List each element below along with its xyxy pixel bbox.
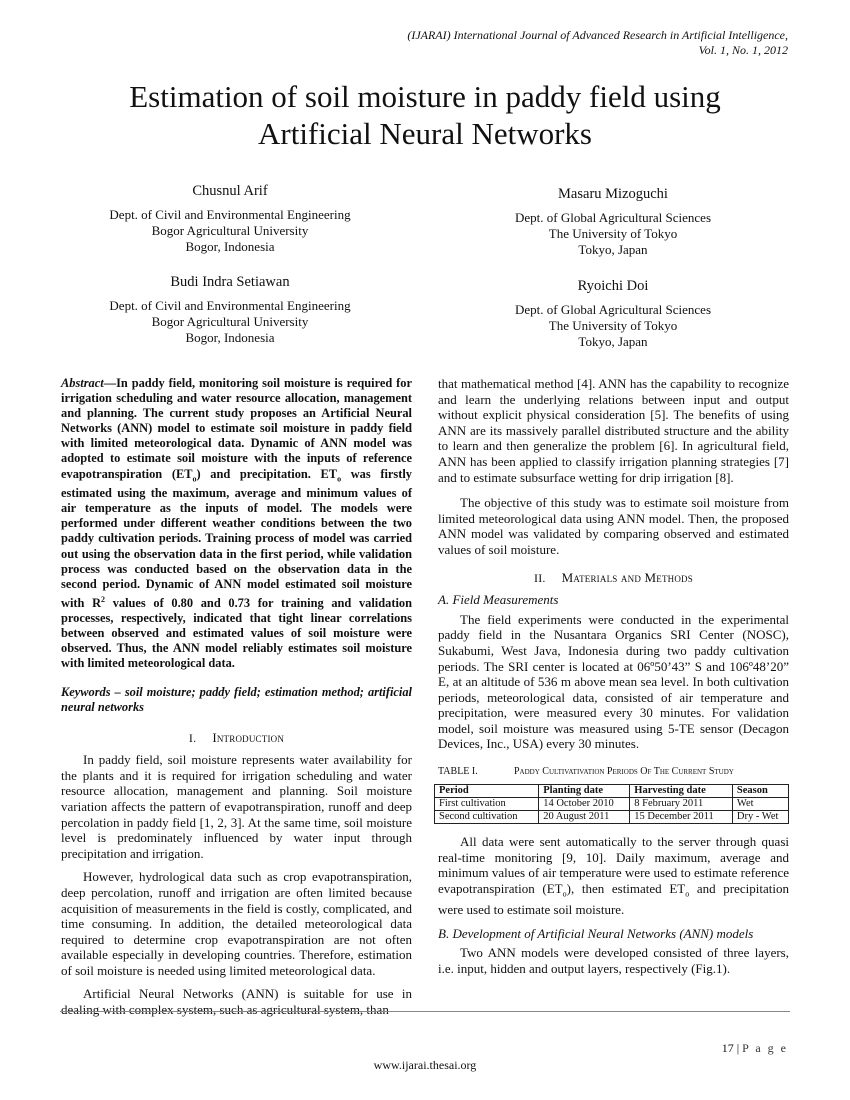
table-cell: 14 October 2010 [539,798,630,811]
table-cell: Dry - Wet [732,811,788,824]
abstract-text-3: was firstly estimated using the maximum, average and minimum values of air temperature as the inputs of model. The models were performed under different weather conditions between the two paddy cultivation periods. Training process of model was carried out using the observation data in the first period, while validation process was conducted based on the observation data in the second period. Dynamic of ANN model estimated soil moisture with R [61,466,412,610]
author-2 [478,186,748,258]
abstract-text-1: In paddy field, monitoring soil moisture is required for irrigation scheduling and water resource allocation, management and planning. The current study proposes an Artificial Neural Networks (ANN) model to estimate soil moisture in paddy field with limited meteorological data. Dynamic of ANN model was adopted to estimate soil moisture with the inputs of reference evapotranspiration (ET [61,376,412,481]
page-word: P a g e [742,1041,788,1055]
intro-paragraph-1: In paddy field, soil moisture represents water availability for the plants and it is required for irrigation scheduling and water resource allocation, management and planning. Soil moisture variation affects the pattern of evapotranspiration, runoff and deep percolation in paddy field [1, 2, 3]. At the same time, soil moisture level is predominately influenced by water input through precipitation and irrigation. [61,752,412,861]
right-column [438,376,789,976]
page-separator: | [736,1041,740,1055]
journal-header [268,28,788,58]
subsection-ann-development: B. Development of Artificial Neural Networks (ANN) models [438,925,754,941]
cultivation-table [434,784,789,824]
author-dept: Dept. of Global Agricultural Sciences [514,210,712,225]
author-place: Bogor, Indonesia [185,239,275,254]
abstract [61,376,412,671]
table-header-row [435,785,789,798]
table-row [435,798,789,811]
abstract-sup: 2 [101,594,106,604]
table-label: TABLE I. [438,766,478,778]
abstract-sub-2: o [337,474,342,484]
abstract-sub-1: o [192,474,197,484]
abstract-lead: Abstract [61,376,104,390]
journal-website: www.ijarai.thesai.org [373,1058,477,1072]
paragraph-text-1: All data were sent automatically to the server through quasi real-time monitoring [9, 10]. Daily maximum, average and minimum values of air temperature were used to estimate reference evapotranspiration (ET [438,834,789,896]
intro-paragraph-3: Artificial Neural Networks (ANN) is suitable for use in dealing with complex system, such as agricultural system, than [61,986,412,1018]
page-number-value: 17 [721,1041,734,1055]
author-org: Bogor Agricultural University [151,314,309,329]
author-dept: Dept. of Global Agricultural Sciences [514,302,712,317]
table-caption [438,766,789,778]
section-heading-materials [438,570,789,587]
table-cell: Wet [732,798,788,811]
title-line-2: Artificial Neural Networks [258,116,592,151]
section-number: I. [188,730,197,745]
paragraph-sub-1: o [562,889,567,899]
table-cell: 8 February 2011 [630,798,733,811]
table-cell: 15 December 2011 [630,811,733,824]
table-cell: First cultivation [435,798,539,811]
objective-paragraph: The objective of this study was to estimate soil moisture from limited meteorological data using ANN model. Then, the proposed ANN model was validated by comparing observed and estimated values of soil moisture. [438,495,789,557]
table-header-cell: Period [435,785,539,798]
author-name: Chusnul Arif [192,183,268,199]
intro-paragraph-continued: that mathematical method [4]. ANN has the capability to recognize and learn the underlying relations between input and output without explicit physical consideration [5]. The benefits of using ANN are its massively parallel distributed structure and the ability to learn and then generalize the problem [6]. In agricultural field, ANN has been applied to classify irrigation planning strategies [7] and to estimate subsurface wetting for drip irrigation [8]. [438,376,789,485]
table-title: Paddy Cultivativation Periods Of The Current Study [514,766,734,778]
page-number [722,1041,788,1056]
author-name: Budi Indra Setiawan [170,274,290,290]
intro-paragraph-2: However, hydrological data such as crop evapotranspiration, deep percolation, runoff and irrigation are often limited because acquisition of measurements in the field is costly, complicated, and time consuming. In addition, the detailed meteorological data required to determine crop evapotranspiration are not often available especially in developing countries. Therefore, estimation of soil moisture is needed using limited meteorological data. [61,869,412,978]
table-cell: 20 August 2011 [539,811,630,824]
table-header-cell: Harvesting date [630,785,733,798]
author-name: Ryoichi Doi [577,278,649,294]
title-line-1: Estimation of soil moisture in paddy field using [129,79,721,114]
paragraph-text-3: and precipitation were used to estimate soil moisture. [438,880,789,918]
author-dept: Dept. of Civil and Environmental Engineering [109,207,351,222]
footer-divider [60,1011,790,1012]
table-header-cell: Season [732,785,788,798]
table-row [435,811,789,824]
author-place: Bogor, Indonesia [185,330,275,345]
field-measurements-paragraph: The field experiments were conducted in the experimental paddy field in the Nusantara Organics SRI Center (NOSC), Sukabumi, West Java, Indonesia during two paddy cultivation periods. The SRI center is located at 06º50’43” S and 106º48’20” E, at an altitude of 536 m above mean sea level. In both cultivation periods, meteorological data, consisted of air temperature and precipitation, were measured every 30 minutes. For validation model, soil moisture was measured using 5-TE sensor (Decagon Devices, Inc., USA) every 30 minutes. [438,611,789,752]
ann-models-paragraph: Two ANN models were developed consisted of three layers, i.e. input, hidden and output layers, respectively (Fig.1). [438,945,789,976]
table-cell: Second cultivation [435,811,539,824]
data-transmission-paragraph [438,834,789,918]
author-place: Tokyo, Japan [578,334,648,349]
abstract-text-2: ) and precipitation. ET [196,466,338,481]
author-place: Tokyo, Japan [578,242,648,257]
section-title: Introduction [212,729,285,745]
author-dept: Dept. of Civil and Environmental Engineering [109,298,351,313]
author-4 [478,278,748,350]
section-number: II. [534,570,546,585]
section-title: Materials and Methods [561,569,693,585]
author-1 [95,183,365,255]
table-header-cell: Planting date [539,785,630,798]
paper-title [60,78,790,152]
author-name: Masaru Mizoguchi [558,186,668,202]
left-column [61,376,412,1018]
author-org: The University of Tokyo [548,226,678,241]
paragraph-text-2: ), then estimated ET [566,880,686,896]
section-heading-introduction [61,730,412,747]
abstract-dash: — [103,376,117,390]
paragraph-sub-2: o [685,889,690,899]
abstract-text-4: values of 0.80 and 0.73 for training and validation processes, respectively, indicated that tight linear correlations between observed and estimated values of soil moisture were observed. Thus, the ANN model reliably estimates soil moisture with limited meteorological data. [61,595,412,671]
author-3 [95,274,365,346]
author-org: Bogor Agricultural University [151,223,309,238]
keywords: Keywords – soil moisture; paddy field; estimation method; artificial neural networks [61,685,412,715]
subsection-field-measurements: A. Field Measurements [438,592,559,608]
journal-line-1: (IJARAI) International Journal of Advanced Research in Artificial Intelligence, [407,28,788,42]
journal-line-2: Vol. 1, No. 1, 2012 [698,43,788,57]
author-org: The University of Tokyo [548,318,678,333]
